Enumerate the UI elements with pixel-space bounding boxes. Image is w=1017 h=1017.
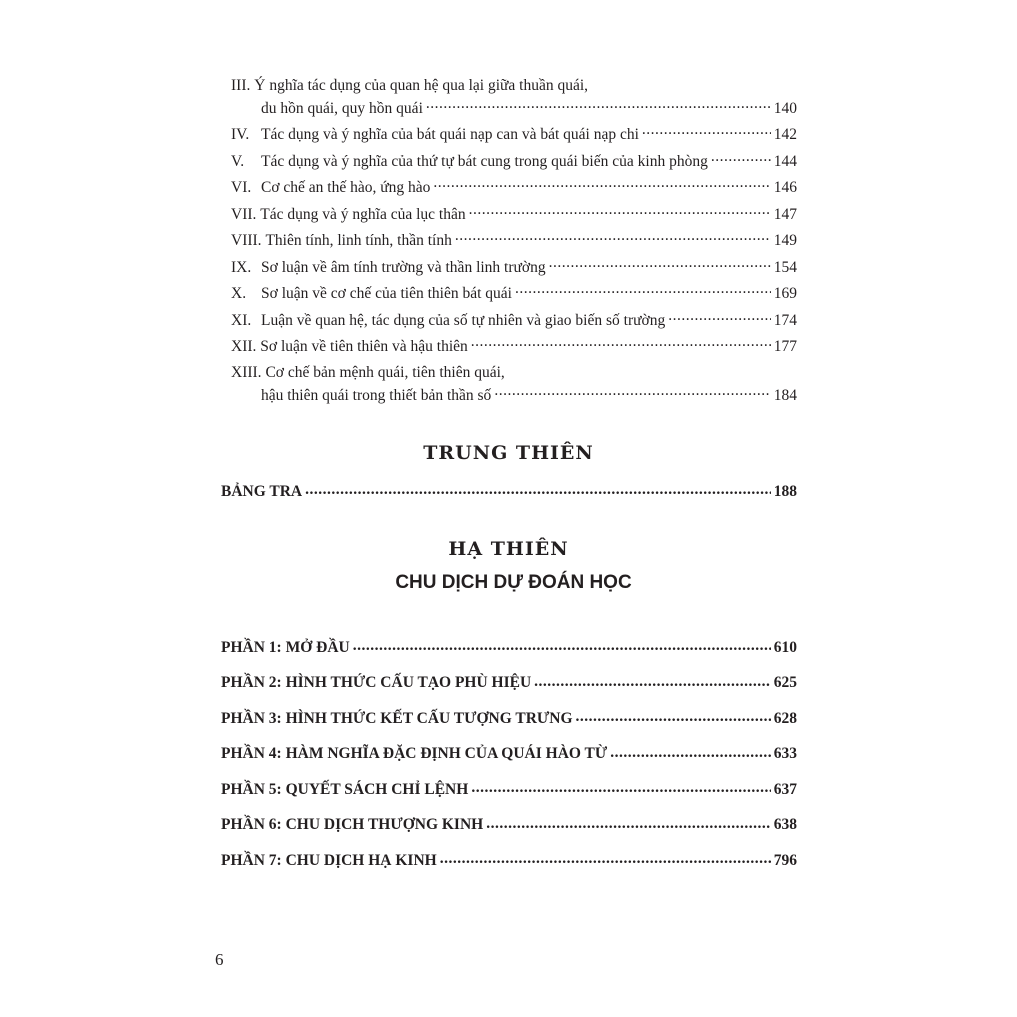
dot-leader [515,283,771,299]
toc-entry-title: Tác dụng và ý nghĩa của lục thân [260,205,466,223]
toc-entry-title: PHẦN 3: HÌNH THỨC KẾT CẤU TƯỢNG TRƯNG [221,709,573,727]
toc-entry [221,808,797,844]
toc-entry-title: Sơ luận về tiên thiên và hậu thiên [260,338,468,355]
dot-leader [471,780,770,799]
dot-leader [668,309,771,325]
toc-entry-page: 149 [773,232,797,249]
toc-entry-page: 144 [773,152,797,170]
dot-leader [549,256,771,272]
toc-entry-number: VI. [231,179,252,196]
toc-entry-page: 174 [773,311,797,329]
toc-entry-page: 637 [773,780,797,798]
toc-entry [231,336,797,359]
toc-entry [221,843,797,879]
toc-entry-title: Thiên tính, linh tính, thần tính [265,232,452,249]
dot-leader [455,230,771,246]
toc-entry [231,362,797,407]
toc-entry-page: 188 [773,482,797,500]
ha-thien-heading: HẠ THIÊN [448,538,569,560]
toc-entry-page: 638 [773,816,797,834]
dot-leader [610,745,771,764]
toc-entry-number: VIII. [231,232,262,249]
toc-entry-page: 796 [773,851,797,869]
toc-entry-number: XII. [231,338,257,355]
toc-entry-number: V. [231,152,245,170]
dot-leader [426,97,771,113]
toc-entry-title: PHẦN 5: QUYẾT SÁCH CHỈ LỆNH [221,780,469,798]
toc-entry [231,309,797,332]
toc-entry-title: Ý nghĩa tác dụng của quan hệ qua lại giữa thuần quái, [254,77,589,94]
toc-entry-title: PHẦN 2: HÌNH THỨC CẤU TẠO PHÙ HIỆU [221,674,532,692]
dot-leader [534,674,771,693]
toc-entry-number: XIII. [231,364,262,381]
toc-entry-number: III. [231,77,251,94]
toc-entry-number: VII. [231,205,257,223]
dot-leader [469,203,771,219]
toc-entry [221,701,797,737]
ha-thien-subheading: CHU DỊCH DỰ ĐOÁN HỌC [395,572,632,593]
dot-leader [433,177,770,193]
toc-entry-title: Sơ luận về âm tính trường và thần linh trường [261,258,546,276]
toc-entry-number: IV. [231,126,250,143]
toc-entry [231,203,797,226]
toc-entry [231,230,797,253]
toc-entry-title: Tác dụng và ý nghĩa của thứ tự bát cung trong quái biến của kinh phòng [261,152,708,170]
toc-entry [221,630,797,666]
toc-entry [231,150,797,173]
dot-leader [576,709,771,728]
toc-entry [231,75,797,120]
toc-entry-title: PHẦN 1: MỞ ĐẦU [221,638,350,656]
dot-leader [642,124,771,140]
toc-entry-title: Tác dụng và ý nghĩa của bát quái nạp can và bát quái nạp chi [261,126,639,143]
toc-entry-page: 140 [773,99,797,117]
toc-entry-page: 142 [773,126,797,143]
toc-entry-title: hậu thiên quái trong thiết bản thần số [261,386,492,404]
toc-entry [231,283,797,306]
toc-entry [221,666,797,702]
toc-entry [231,124,797,147]
toc-entry-number: XI. [231,311,252,329]
toc-entry-page: 146 [773,179,797,196]
trung-thien-toc [221,474,797,510]
toc-entry-title: PHẦN 7: CHU DỊCH HẠ KINH [221,851,437,869]
toc-entry-page: 169 [773,285,797,302]
toc-entry-page: 147 [773,205,797,223]
dot-leader [486,816,771,835]
page-number: 6 [215,950,224,969]
toc-entry-number: IX. [231,258,252,276]
toc-entry-number: X. [231,285,247,302]
toc-entry [231,256,797,279]
toc-entry-page: 154 [773,258,797,276]
toc-entry [221,772,797,808]
dot-leader [305,482,771,501]
ha-thien-toc [221,630,797,879]
toc-subsections [231,75,797,407]
toc-entry [221,737,797,773]
toc-entry-title: Cơ chế an thế hào, ứng hào [261,179,431,196]
toc-entry-page: 633 [773,745,797,763]
toc-entry-title: BẢNG TRA [221,482,303,500]
toc-entry-title: Luận về quan hệ, tác dụng của số tự nhiên và giao biến số trường [261,311,666,329]
trung-thien-heading: TRUNG THIÊN [423,442,594,464]
dot-leader [494,384,770,400]
toc-entry-title: Sơ luận về cơ chế của tiên thiên bát quái [261,285,512,302]
toc-entry-title: du hồn quái, quy hồn quái [261,99,423,117]
toc-entry [221,474,797,510]
toc-entry-title: PHẦN 4: HÀM NGHĨA ĐẶC ĐỊNH CỦA QUÁI HÀO TỪ [221,745,608,763]
toc-entry-title: Cơ chế bản mệnh quái, tiên thiên quái, [265,364,505,381]
toc-entry-title: PHẦN 6: CHU DỊCH THƯỢNG KINH [221,816,484,834]
toc-entry-page: 625 [773,674,797,692]
dot-leader [711,150,771,166]
toc-entry-page: 184 [773,386,797,404]
dot-leader [353,638,771,657]
toc-entry-page: 610 [773,638,797,656]
toc-entry-page: 177 [773,338,797,355]
toc-entry [231,177,797,200]
dot-leader [440,851,771,870]
dot-leader [471,336,771,352]
toc-entry-page: 628 [773,709,797,727]
